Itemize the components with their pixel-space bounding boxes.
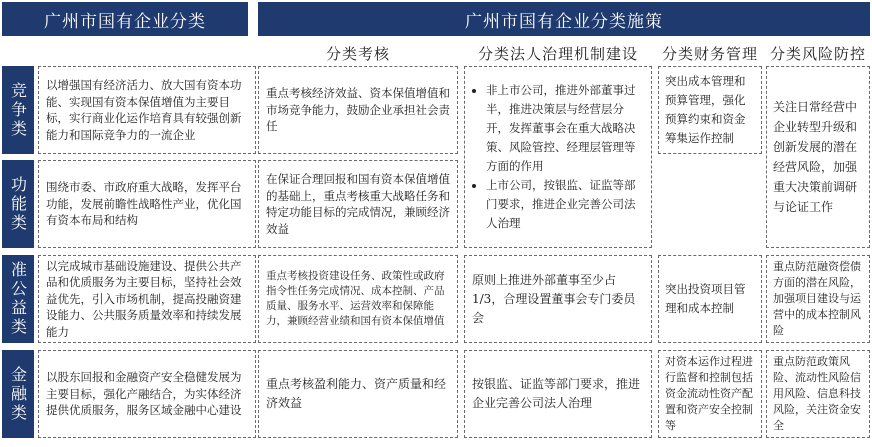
assessment-cell: 在保证合理回报和国有资本保值增值的基础上，重点考核重大战略任务和特定功能目标的完成情况，兼顾经济效益: [258, 160, 458, 248]
goal-cell: 以股东回报和金融资产安全稳健发展为主要目标，强化产融结合，为实体经济提供优质服务，服务区域金融中心建设: [38, 350, 256, 438]
category-financial: 金融类: [2, 350, 34, 438]
risk-cell: 关注日常经营中企业转型升级和创新发展的潜在经营风险，加强重大决策前调研与论证工作: [766, 66, 870, 248]
policy-header: 广州市国有企业分类施策: [258, 2, 870, 36]
finance-cell: 对资本运作过程进行监督和控制包括资金流动性资产配置和资产安全控制等: [658, 350, 762, 438]
assessment-cell: 重点考核盈利能力、资产质量和经济效益: [258, 350, 458, 438]
governance-column-header: 分类法人治理机制建设: [477, 44, 638, 63]
goal-cell: 围绕市委、市政府重大战略，发挥平台功能，发展前瞻性战略性产业，优化国有资本布局和结构: [38, 160, 256, 248]
finance-cell: 突出成本管理和预算管理，强化预算约束和资金筹集运作控制: [658, 66, 762, 154]
goal-cell: 以完成城市基础设施建设、提供公共产品和优质服务为主要目标，坚持社会效益优先，引入市场机制，提高投融资建设能力、公共服务质量效率和持续发展能力: [38, 255, 256, 343]
finance-column-header: 分类财务管理: [661, 44, 758, 63]
category-functional: 功能类: [2, 160, 34, 248]
classification-header: 广州市国有企业分类: [2, 2, 248, 36]
assessment-column-header: 分类考核: [325, 44, 390, 63]
finance-cell: 突出投资项目管理和成本控制: [658, 255, 762, 343]
governance-bullet-unlisted: • 非上市公司，推进外部董事过半，推进决策层与经营层分开，发挥董事会在重大战略决策、风险管控、经理层管理等方面的作用: [486, 81, 644, 176]
governance-cell: 原则上推进外部董事至少占1/3，合理设置董事会专门委员会: [464, 255, 652, 343]
category-competitive: 竞争类: [2, 66, 34, 154]
assessment-cell: 重点考核投资建设任务、政策性或政府指令性任务完成情况、成本控制、产品质量、服务水平、运营效率和保障能力，兼顾经营业绩和国有资本保值增值: [258, 255, 458, 343]
risk-column-header: 分类风险防控: [769, 44, 866, 63]
governance-shared-cell: [464, 66, 652, 248]
risk-cell: 重点防范政策风险、流动性风险信用风险、信息科技风险，关注资金安全: [766, 350, 870, 438]
governance-bullet-listed: • 上市公司，按银监、证监等部门要求，推进企业完善公司法人治理: [486, 176, 644, 233]
assessment-cell: 重点考核经济效益、资本保值增值和市场竞争能力，鼓励企业承担社会责任: [258, 66, 458, 154]
governance-cell: 按银监、证监等部门要求，推进企业完善公司法人治理: [464, 350, 652, 438]
risk-cell: 重点防范融资偿债方面的潜在风险，加强项目建设与运营中的成本控制风险: [766, 255, 870, 343]
category-quasi-public: 准公益类: [2, 255, 34, 343]
goal-cell: 以增强国有经济活力、放大国有资本功能、实现国有资本保值增值为主要目标，实行商业化运作培育具有较强创新能力和国际竞争力的一流企业: [38, 66, 256, 154]
